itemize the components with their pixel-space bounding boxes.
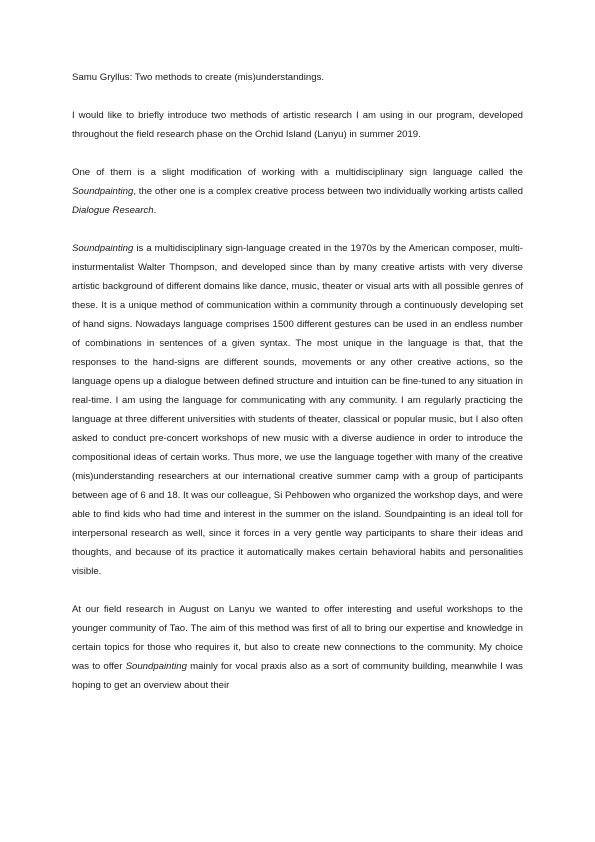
document-title: Samu Gryllus: Two methods to create (mis)understandings. (72, 72, 325, 83)
body-paragraph (72, 239, 523, 581)
italic-term: Dialogue Research (72, 205, 154, 216)
italic-term: Soundpainting (72, 186, 134, 197)
document-body (72, 68, 523, 695)
text-run: mainly for vocal praxis also as a sort of community building, meanwhile I was hoping to get an overview about their (72, 661, 523, 691)
body-paragraph (72, 163, 523, 220)
italic-term: Soundpainting (72, 243, 134, 254)
text-run: At our field research in August on Lanyu we wanted to offer interesting and useful workshops to the younger community of Tao. The aim of this method was first of all to bring our expertise and knowledge in certain topics for those who requires it, but also to create new connections to the community. My choice was to offer (72, 604, 523, 672)
text-run: One of them is a slight modification of working with a multidisciplinary sign language called the (72, 167, 523, 178)
text-run: is a multidisciplinary sign-language created in the 1970s by the American composer, multi-insturmentalist Walter Thompson, and developed since than by many creative artists with very diverse artistic background of different domains like dance, music, theater or visual arts with all possible genres of these. It is a unique method of communication within a community through a continuously developing set of hand signs. Nowadays language comprises 1500 different gestures can be used in an endless number of combinations in sentences of a given syntax. The most unique in the language is that, that the responses to the hand-signs are different sounds, movements or any other creative actions, so the language opens up a dialogue between defined structure and intuition can be fine-tuned to any situation in real-time. I am using the language for communicating with any community. I am regularly practicing the language at three different universities with students of theater, classical or popular music, but I also often asked to conduct pre-concert workshops of new music with a diverse audience in order to introduce the compositional ideas of certain works. Thus more, we use the language together with many of the creative (mis)understanding researchers at our international creative summer camp with a group of participants between age of 6 and 18. It was our colleague, Si Pehbowen who organized the workshop days, and were able to find kids who had time and interest in the summer on the island. Soundpainting is an ideal toll for interpersonal research as well, since it forces in a very gentle way participants to share their ideas and thoughts, and because of its practice it automatically makes certain behavioral habits and personalities visible. (72, 243, 523, 577)
body-paragraph (72, 106, 523, 144)
text-run: , the other one is a complex creative process between two individually working artists called (133, 186, 523, 197)
text-run: . (153, 205, 157, 216)
paragraph-list (72, 106, 523, 695)
body-paragraph (72, 600, 523, 695)
italic-term: Soundpainting (125, 661, 187, 672)
text-run: I would like to briefly introduce two methods of artistic research I am using in our program, developed throughout the field research phase on the Orchid Island (Lanyu) in summer 2019. (72, 110, 523, 140)
